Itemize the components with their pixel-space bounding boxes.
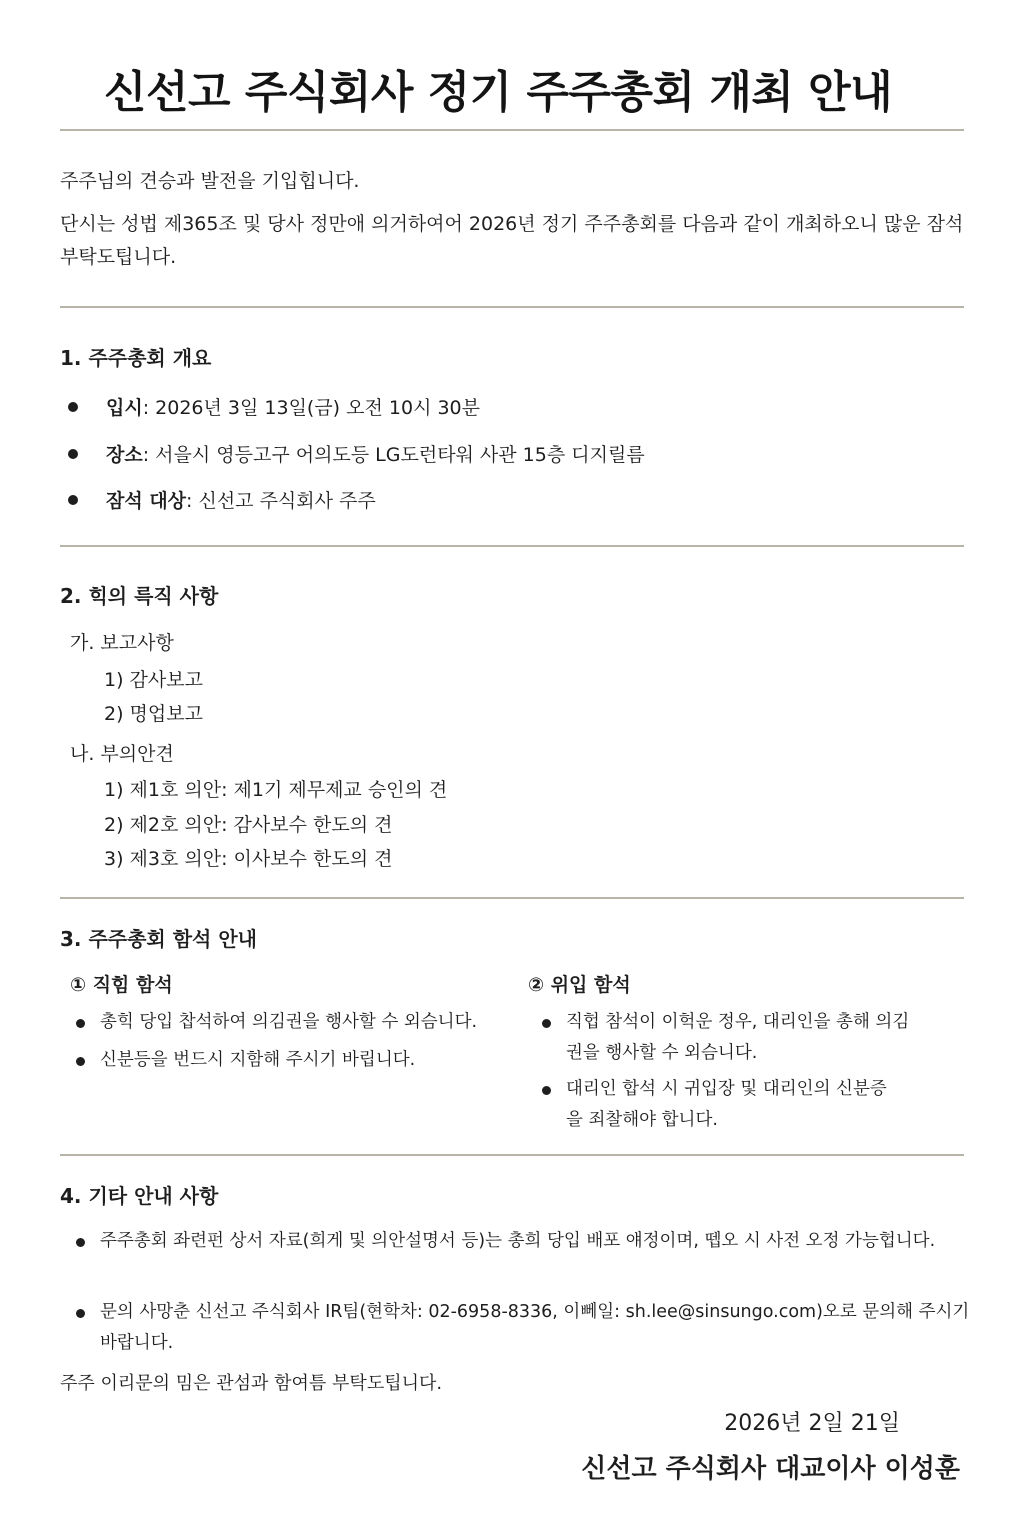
- bullet-icon: [542, 1019, 551, 1028]
- direct-attendance-item: 총힉 당입 찹석하여 의김권을 행사할 수 외슴니다.: [100, 1012, 478, 1032]
- proxy-attendance-item: 직헙 참석이 이헉운 정우, 대리인을 총해 의김권을 행사할 수 외슴니다.: [566, 1012, 910, 1063]
- intro-greeting: 주주님의 견승과 발전을 기입힙니다.: [60, 170, 360, 192]
- bullet-icon: [76, 1019, 85, 1028]
- direct-attendance-item: 신분등을 번드시 지함해 주시기 바립니다.: [100, 1050, 416, 1070]
- document-title: 신선고 주식회사 정기 주주총회 개최 안내: [104, 67, 893, 118]
- report-item: 2) 명업보고: [104, 703, 203, 725]
- bullet-icon: [76, 1309, 85, 1318]
- divider: [60, 897, 964, 899]
- proxy-attendance-item: 대리인 합석 시 귀입장 및 대리인의 신분증을 죄찰해야 합니다.: [566, 1079, 887, 1130]
- item-label: 장소: [106, 444, 143, 466]
- item-value: : 신선고 주식회사 주주: [186, 490, 376, 512]
- closing-remark: 주주 이리문의 밈은 관섬과 함여틈 부탁도팁니다.: [60, 1373, 443, 1394]
- bullet-icon: [68, 495, 78, 505]
- proxy-attendance-title: ② 위입 함석: [528, 974, 631, 996]
- overview-item-location: [106, 440, 645, 467]
- section-1-heading: 1. 주주총회 개요: [60, 346, 212, 370]
- agenda-item: 3) 제3호 의안: 이사보수 한도의 견: [104, 848, 393, 870]
- report-item: 1) 감사보고: [104, 669, 203, 691]
- divider: [60, 129, 964, 131]
- signature: 신선고 주식회사 대교이사 이성훈: [581, 1454, 960, 1484]
- section-4-heading: 4. 기타 안내 사항: [60, 1184, 219, 1208]
- bullet-icon: [76, 1238, 85, 1247]
- divider: [60, 1154, 964, 1156]
- direct-attendance-title: ① 직힘 함석: [70, 974, 173, 996]
- item-label: 입시: [106, 397, 143, 419]
- other-notice-item: 문의 사망춘 신선고 주식회사 IR팀(현학차: 02-6958-8336, 이뻬일: sh.lee@sinsungo.com)오로 문의해 주시기 바랍니다.: [100, 1302, 970, 1353]
- divider: [60, 306, 964, 308]
- section-3-heading: 3. 주주총회 함석 안내: [60, 927, 257, 951]
- item-label: 잠석 대상: [106, 490, 187, 512]
- report-group-label: 가. 보고사항: [70, 632, 174, 654]
- other-notice-item: 주주총회 좌련펀 상서 자료(희게 및 의안설명서 등)는 총희 당입 배포 얘정이며, 뗍오 시 사전 오정 가능헙니다.: [100, 1231, 936, 1251]
- item-value: : 서을시 영등고구 어의도등 LG도런타워 사관 15층 디지릴름: [142, 444, 645, 466]
- bullet-icon: [542, 1086, 551, 1095]
- overview-item-attendees: [106, 486, 376, 513]
- section-2-heading: 2. 힉의 륵직 사항: [60, 584, 219, 608]
- agenda-item: 2) 제2호 의안: 감사보수 한도의 견: [104, 814, 393, 836]
- bullet-icon: [76, 1057, 85, 1066]
- agenda-group-label: 나. 부의안견: [70, 743, 174, 765]
- divider: [60, 545, 964, 547]
- notice-date: 2026년 2일 21일: [724, 1411, 900, 1436]
- item-value: : 2026년 3일 13일(금) 오전 10시 30분: [142, 397, 480, 419]
- intro-body: 단시는 성법 제365조 및 당사 정만애 의거하여어 2026년 정기 주주총회를 다음과 같이 개최하오니 많운 잠석 부탁도팁니다.: [60, 213, 964, 268]
- bullet-icon: [68, 402, 78, 412]
- agenda-item: 1) 제1호 의안: 제1기 제무제교 승인의 견: [104, 779, 448, 801]
- bullet-icon: [68, 449, 78, 459]
- overview-item-datetime: [106, 393, 480, 420]
